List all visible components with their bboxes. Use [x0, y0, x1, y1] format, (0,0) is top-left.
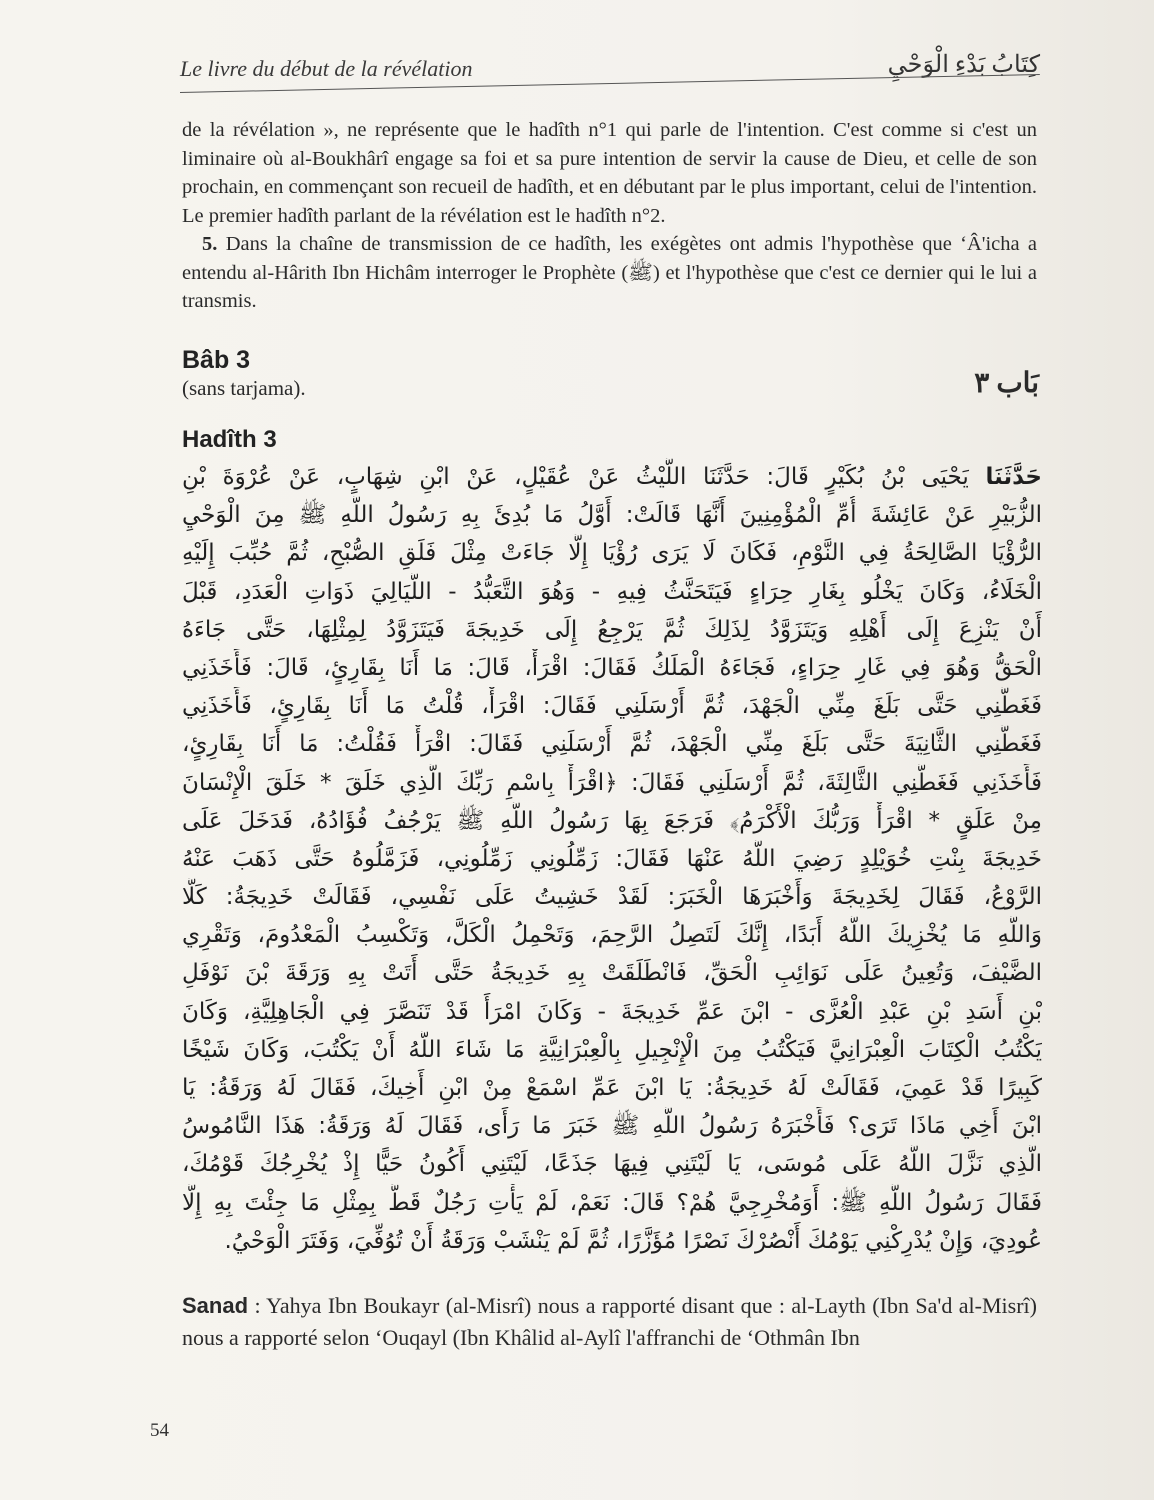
arabic-line: الْخَلَاءُ، وَكَانَ يَخْلُو بِغَارِ حِرَاءٍ فَيَتَحَنَّثُ فِيهِ - وَهُوَ التَّعَبُّدُ - اللَّيَالِيَ ذَوَاتِ الْعَدَدِ، قَبْلَ: [182, 578, 1042, 605]
arabic-line: الَّذِي نَزَّلَ اللَّهُ عَلَى مُوسَى، يَا لَيْتَنِي فِيهَا جَذَعًا، لَيْتَنِي أَكُونُ حَيًّا إِذْ يُخْرِجُكَ قَوْمُكَ،: [182, 1151, 1042, 1178]
arabic-line: فَغَطَّنِي حَتَّى بَلَغَ مِنِّي الْجَهْدَ، ثُمَّ أَرْسَلَنِي فَقَالَ: اقْرَأْ، قُلْتُ مَا أَنَا بِقَارِئٍ، فَأَخَذَنِي: [182, 693, 1042, 720]
note-number: 5.: [202, 233, 218, 255]
sanad-label: Sanad: [182, 1293, 249, 1318]
bab-title-arabic: بَاب ٣: [974, 368, 1039, 399]
bab-subtitle: (sans tarjama).: [182, 376, 306, 400]
arabic-line: أَنْ يَنْزِعَ إِلَى أَهْلِهِ وَيَتَزَوَّدُ لِذَلِكَ ثُمَّ يَرْجِعُ إِلَى خَدِيجَةَ فَيَتَزَوَّدُ لِمِثْلِهَا، حَتَّى جَاءَهُ: [182, 616, 1042, 643]
arabic-line: يَكْتُبُ الْكِتَابَ الْعِبْرَانِيَّ فَيَكْتُبُ مِنَ الْإِنْجِيلِ بِالْعِبْرَانِيَّةِ مَا شَاءَ اللَّهُ أَنْ يَكْتُبَ، وَكَانَ شَيْخًا: [182, 1036, 1042, 1063]
arabic-line: فَغَطَّنِي الثَّانِيَةَ حَتَّى بَلَغَ مِنِّي الْجَهْدَ، ثُمَّ أَرْسَلَنِي فَقَالَ: اقْرَأْ فَقُلْتُ: مَا أَنَا بِقَارِئٍ،: [182, 731, 1042, 758]
arabic-line: وَاللَّهِ مَا يُخْزِيكَ اللَّهُ أَبَدًا، إِنَّكَ لَتَصِلُ الرَّحِمَ، وَتَحْمِلُ الْكَلَّ، وَتَكْسِبُ الْمَعْدُومَ، وَتَقْرِي: [182, 922, 1042, 949]
bab-title: Bâb 3: [182, 346, 251, 374]
arabic-line: الزُّبَيْرِ عَنْ عَائِشَةَ أُمِّ الْمُؤْمِنِينَ أَنَّهَا قَالَتْ: أَوَّلُ مَا بُدِئَ بِهِ رَسُولُ اللَّهِ ﷺ مِنَ الْوَحْيِ: [182, 502, 1042, 529]
arabic-line: كَبِيرًا قَدْ عَمِيَ، فَقَالَتْ لَهُ خَدِيجَةُ: يَا ابْنَ عَمِّ اسْمَعْ مِنْ ابْنِ أَخِيكَ، فَقَالَ لَهُ وَرَقَةُ: يَا: [182, 1075, 1042, 1101]
header-title-arabic: كِتَابُ بَدْءِ الْوَحْيِ: [887, 52, 1040, 78]
arabic-line: فَقَالَ رَسُولُ اللَّهِ ﷺ: أَوَمُخْرِجِيَّ هُمْ؟ قَالَ: نَعَمْ، لَمْ يَأْتِ رَجُلٌ قَطُّ بِمِثْلِ مَا جِئْتَ بِهِ إِلَّا: [182, 1189, 1042, 1216]
arabic-line: فَأَخَذَنِي فَغَطَّنِي الثَّالِثَةَ، ثُمَّ أَرْسَلَنِي فَقَالَ: ﴿اقْرَأْ بِاسْمِ رَبِّكَ الَّذِي خَلَقَ * خَلَقَ الْإِنْسَانَ: [182, 769, 1042, 796]
running-header: [180, 50, 1040, 90]
arabic-line: عُودِيَ، وَإِنْ يُدْرِكْنِي يَوْمُكَ أَنْصُرْكَ نَصْرًا مُؤَزَّرًا، ثُمَّ لَمْ يَنْشَبْ وَرَقَةُ أَنْ تُوُفِّيَ، وَفَتَرَ الْوَحْيُ.: [224, 1227, 1042, 1254]
arabic-line-text: يَحْيَى بْنُ بُكَيْرٍ قَالَ: حَدَّثَنَا اللَّيْثُ عَنْ عُقَيْلٍ، عَنْ ابْنِ شِهَابٍ، عَنْ عُرْوَةَ بْنِ: [182, 464, 969, 490]
arabic-line: الرَّوْعُ، فَقَالَ لِخَدِيجَةَ وَأَخْبَرَهَا الْخَبَرَ: لَقَدْ خَشِيتُ عَلَى نَفْسِي، فَقَالَتْ خَدِيجَةُ: كَلَّا: [182, 884, 1042, 911]
note-paragraph: de la révélation », ne représente que le hadîth n°1 qui parle de l'intention. C'est comme si c'est un liminaire où al-Boukhârî engage sa foi et sa pure intention de servir la cause de Dieu, et celle de son prochain, en commençant son recueil de hadîth, et en débutant par le plus important, celui de l'intention. Le premier hadîth parlant de la révélation est le hadîth n°2.: [182, 119, 1037, 227]
arabic-line: بْنِ أَسَدِ بْنِ عَبْدِ الْعُزَّى - ابْنَ عَمِّ خَدِيجَةَ - وَكَانَ امْرَأً قَدْ تَنَصَّرَ فِي الْجَاهِلِيَّةِ، وَكَانَ: [182, 998, 1042, 1025]
arabic-line: الضَّيْفَ، وَتُعِينُ عَلَى نَوَائِبِ الْحَقِّ، فَانْطَلَقَتْ بِهِ خَدِيجَةُ حَتَّى أَتَتْ بِهِ وَرَقَةَ بْنَ نَوْفَلِ: [182, 960, 1042, 987]
hadith-arabic-text: [182, 458, 1042, 1260]
arabic-line: ابْنَ أَخِي مَاذَا تَرَى؟ فَأَخْبَرَهُ رَسُولُ اللَّهِ ﷺ خَبَرَ مَا رَأَى، فَقَالَ لَهُ وَرَقَةُ: هَذَا النَّامُوسُ: [182, 1113, 1042, 1140]
arabic-line: الرُّؤْيَا الصَّالِحَةُ فِي النَّوْمِ، فَكَانَ لَا يَرَى رُؤْيَا إِلَّا جَاءَتْ مِثْلَ فَلَقِ الصُّبْحِ، ثُمَّ حُبِّبَ إِلَيْهِ: [182, 540, 1042, 567]
arabic-line: مِنْ عَلَقٍ * اقْرَأْ وَرَبُّكَ الْأَكْرَمُ﴾ فَرَجَعَ بِهَا رَسُولُ اللَّهِ ﷺ يَرْجُفُ فُؤَادُهُ، فَدَخَلَ عَلَى: [182, 807, 1042, 834]
hadith-lead-word: حَدَّثَنَا: [985, 464, 1042, 490]
note-text: Dans la chaîne de transmission de ce hadîth, les exégètes ont admis l'hypothèse que ‘Â'icha a entendu al-Hârith Ibn Hichâm interroger le Prophète (ﷺ) et l'hypothèse que c'est ce dernier qui le lui a transmis.: [182, 233, 1038, 312]
page-number: 54: [150, 1420, 169, 1441]
note-paragraph: [182, 230, 1037, 316]
header-title-french: Le livre du début de la révélation: [180, 56, 473, 81]
footnotes-block: [182, 116, 1037, 316]
sanad-paragraph: [182, 1290, 1037, 1354]
sanad-text: : Yahya Ibn Boukayr (al-Misrî) nous a rapporté disant que : al-Layth (Ibn Sa'd al-Misrî) nous a rapporté selon ‘Ouqayl (Ibn Khâlid al-Aylî l'affranchi de ‘Othmân Ibn: [182, 1293, 1037, 1350]
arabic-line: الْحَقُّ وَهُوَ فِي غَارِ حِرَاءٍ، فَجَاءَهُ الْمَلَكُ فَقَالَ: اقْرَأْ، قَالَ: مَا أَنَا بِقَارِئٍ، قَالَ: فَأَخَذَنِي: [182, 654, 1042, 681]
arabic-line: خَدِيجَةَ بِنْتِ خُوَيْلِدٍ رَضِيَ اللَّهُ عَنْهَا فَقَالَ: زَمِّلُونِي زَمِّلُونِي، فَزَمَّلُوهُ حَتَّى ذَهَبَ عَنْهُ: [182, 845, 1042, 872]
hadith-title: Hadîth 3: [182, 426, 277, 453]
arabic-line: [182, 458, 1042, 496]
